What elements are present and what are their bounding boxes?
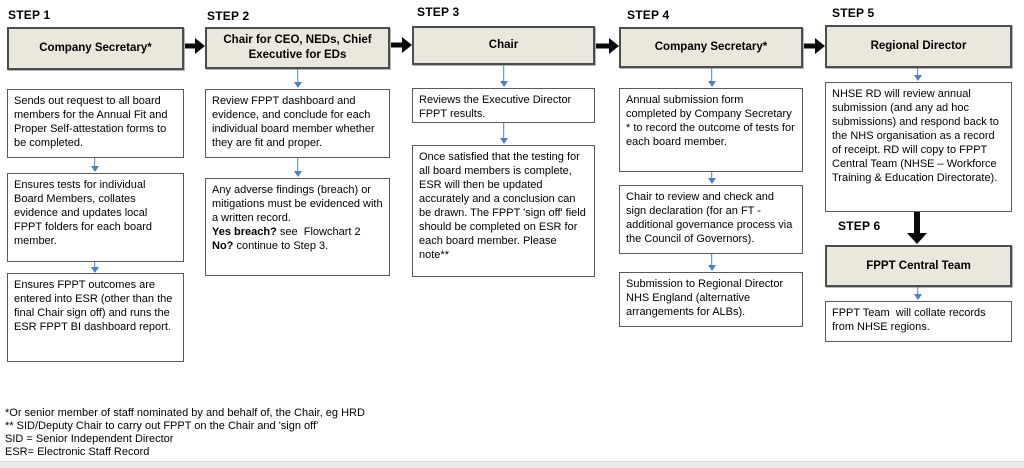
step5-box-1: NHSE RD will review annual submission (and any ad hoc submissions) and respond back to the NHS organisation as a record of receipt. RD will copy to FPPT Central Team (NHSE – Workforce Training & Education Directorate).: [825, 82, 1012, 212]
step1-box-3: Ensures FPPT outcomes are entered into ESR (other than the final Chair sign off) and runs the ESR FPPT BI dashboard report.: [7, 273, 184, 362]
step2-header-box: Chair for CEO, NEDs, Chief Executive for EDs: [205, 27, 390, 69]
step5-header-box: Regional Director: [825, 25, 1012, 68]
footnote-3: SID = Senior Independent Director: [5, 433, 174, 445]
step1-header-box: Company Secretary*: [7, 27, 184, 70]
down-arrow-icon: [293, 69, 302, 88]
down-arrow-icon: [707, 254, 716, 271]
down-arrow-icon: [707, 68, 716, 87]
footnote-1: *Or senior member of staff nominated by and behalf of, the Chair, eg HRD: [5, 407, 365, 419]
down-arrow-icon: [293, 158, 302, 177]
step4-label: STEP 4: [627, 8, 670, 22]
footnote-2: ** SID/Deputy Chair to carry out FPPT on the Chair and 'sign off': [5, 420, 319, 432]
step1-box-1: Sends out request to all board members for the Annual Fit and Proper Self-attestation forms to be completed.: [7, 89, 184, 158]
down-arrow-icon: [499, 65, 508, 87]
down-arrow-icon: [707, 172, 716, 184]
step3-box-1: Reviews the Executive Director FPPT results.: [412, 88, 595, 123]
arrow-step4-to-step5-icon: [804, 37, 825, 55]
step1-box-2: Ensures tests for individual Board Members, collates evidence and updates local FPPT folders for each board member.: [7, 173, 184, 262]
step4-box-3: Submission to Regional Director NHS England (alternative arrangements for ALBs).: [619, 272, 803, 327]
step3-box-2: Once satisfied that the testing for all board members is complete, ESR will then be updated accurately and a conclusion can be drawn. The FPPT 'sign off' field should be completed on ESR for each board member. Please note**: [412, 145, 595, 277]
arrow-step3-to-step4-icon: [596, 37, 619, 55]
down-arrow-icon: [499, 123, 508, 144]
down-arrow-icon: [90, 158, 99, 172]
step6-box-1: FPPT Team will collate records from NHSE regions.: [825, 301, 1012, 342]
step4-box-1: Annual submission form completed by Company Secretary * to record the outcome of tests for each board member.: [619, 88, 803, 172]
arrow-step1-to-step2-icon: [185, 37, 205, 55]
step2-label: STEP 2: [207, 9, 250, 23]
down-arrow-icon: [913, 68, 922, 81]
step6-header-box: FPPT Central Team: [825, 245, 1012, 287]
step3-label: STEP 3: [417, 5, 460, 19]
step6-label: STEP 6: [838, 219, 881, 233]
step4-box-2: Chair to review and check and sign declaration (for an FT - additional governance process via the Council of Governors).: [619, 185, 803, 254]
step3-header-box: Chair: [412, 26, 595, 65]
arrow-step5-to-step6-icon: [907, 212, 927, 244]
footnote-4: ESR= Electronic Staff Record: [5, 446, 150, 458]
step4-header-box: Company Secretary*: [619, 27, 803, 68]
step5-label: STEP 5: [832, 6, 875, 20]
down-arrow-icon: [90, 262, 99, 273]
down-arrow-icon: [913, 287, 922, 300]
bottom-edge-bar: [0, 461, 1024, 468]
step1-label: STEP 1: [8, 8, 51, 22]
step2-box-1: Review FPPT dashboard and evidence, and conclude for each individual board member whether they are fit and proper.: [205, 89, 390, 158]
arrow-step2-to-step3-icon: [391, 36, 412, 54]
step2-box-2: Any adverse findings (breach) or mitigations must be evidenced with a written record. Yes breach? see Flowchart 2 No? continue to Step 3.: [205, 178, 390, 276]
